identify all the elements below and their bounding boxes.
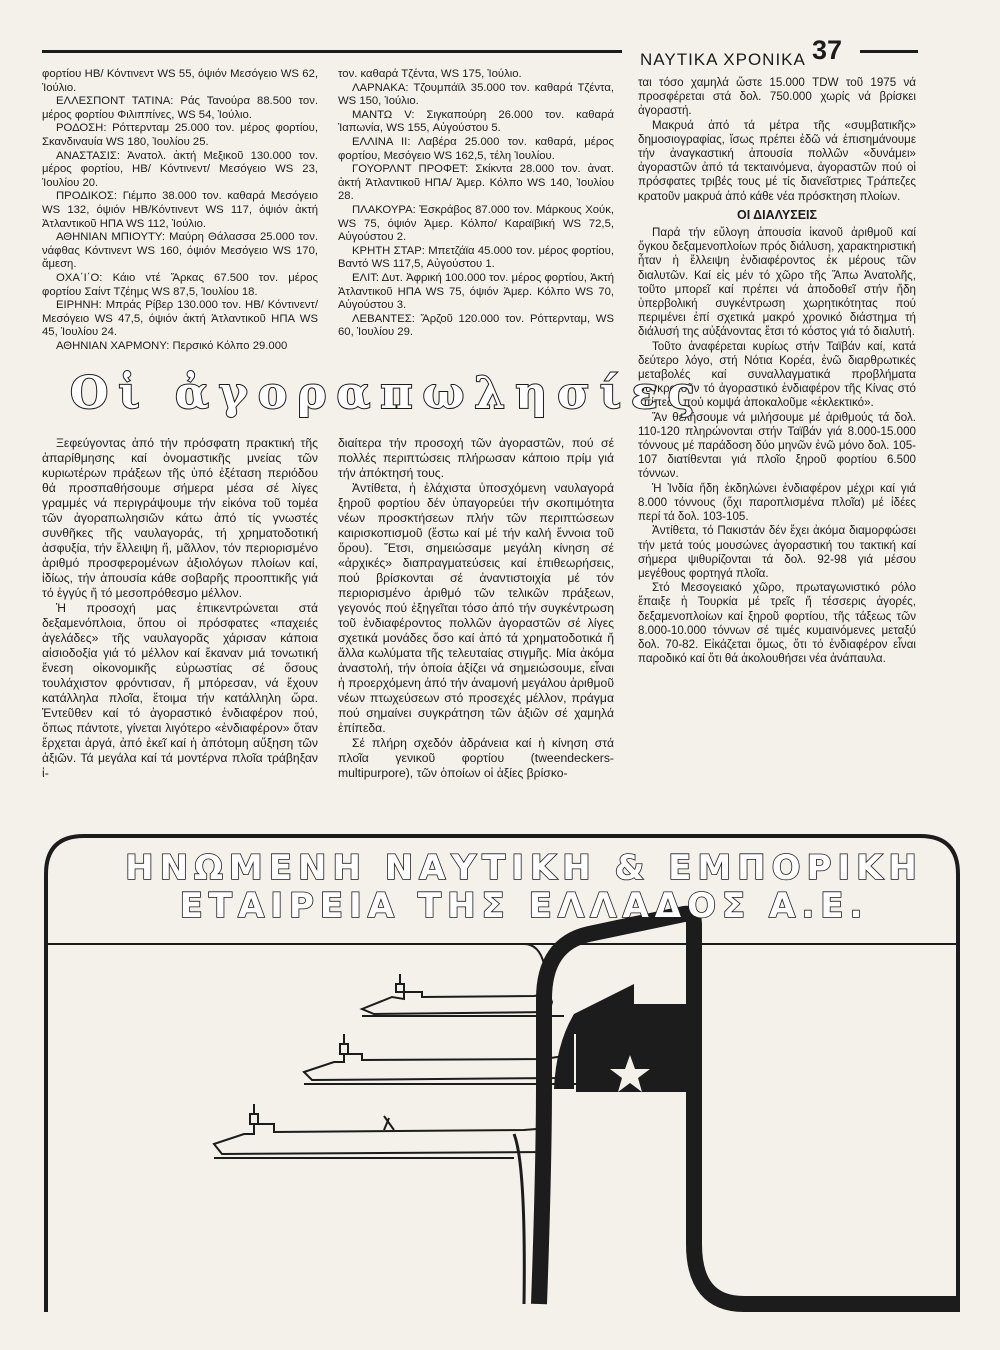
- body-paragraph: Ἄν θελήσουμε νά μιλήσουμε μέ ἀριθμούς τά δολ. 110-120 πληρώνονται στήν Ταϊβάν γιά 8.000-15.000 τόννους μέ παράδοση δύο μηνῶν ἐνῶ μόνο δολ. 105-107 διατίθενται γιά πλοῖο ξηροῦ φορτίου 6.500 τόννων.: [638, 410, 916, 481]
- article-column-left: [42, 436, 318, 781]
- body-paragraph: Ἀντίθετα, ἡ ἐλάχιστα ὑποσχόμενη ναυλαγορά ξηροῦ φορτίου δέν ὑπαγορεύει τήν σκοπιμότητα νέων προσκτήσεων πλήν τῶν περιπτώσεων καιρισκοπισμοῦ (ἔστω καί μέ τήν καλή ἔννοια τοῦ ὅρου). Ἔτσι, σημειώσαμε μεγάλη κίνηση σέ «ἀρχικές» διαπραγματεύσεις καί ἐπιθεωρήσεις, πού βρίσκονται σέ ἀναντιστοιχία μέ τόν περιορισμένο ἀριθμό τῶν τελικῶν πράξεων, γεγονός πού ἐξηγεῖται τόσο ἀπό τήν συγκέντρωση τοῦ ἐνδιαφέροντος πολλῶν ἀγοραστῶν σέ λίγες σχετικά μονάδες ὅσο καί ἀπό τά χρηματοδοτικά ἤ ἄλλα κωλύματα τῆς τελευταίας στιγμῆς. Μία ἀκόμα ἀναστολή, τήν ὁποία ἀξίζει νά σημειώσουμε, εἶναι ἡ προερχόμενη ἀπό τήν ἀναμονή μεγάλου ἀριθμοῦ νέων πτωχεύσεων στό προσεχές μέλλον, πράγμα πού σημαίνει συγκράτηση τῶν ἀξιῶν σέ χαμηλά ἐπίπεδα.: [338, 481, 614, 735]
- ship-icon: [362, 974, 564, 1016]
- fixture-entry: ΜΑΝΤΩ V: Σιγκαπούρη 26.000 τον. καθαρά Ἰαπωνία, WS 155, Αὐγούστου 5.: [338, 108, 614, 135]
- body-paragraph: Σέ πλήρη σχεδόν ἀδράνεια καί ἡ κίνηση στά πλοῖα γενικοῦ φορτίου (tweendeckers-multipurpore), τῶν ὁποίων οἱ ἀξίες βρίσκο-: [338, 736, 614, 780]
- body-paragraph: Στό Μεσογειακό χῶρο, πρωταγωνιστικό ρόλο ἔπαιξε ἡ Τουρκία μέ τρεῖς ἤ τέσσερις ἀγορές, δεξαμενοπλοίων καί ξηροῦ φορτίου, τῆς τάξεως τῶν 8.000-10.000 τόννων σέ τιμές κυμαινόμενες μεταξύ δολ. 70-82. Εἰκάζεται ὅμως, ὅτι τό ἐνδιαφέρον εἶναι παροδικό καί ὅτι θά ἀκολουθήσει νέα ἀνάπαυλα.: [638, 581, 916, 666]
- header-rule-right: [860, 50, 918, 53]
- ship-icon: [214, 1104, 549, 1158]
- logo-inner-curve: [514, 1134, 524, 1304]
- company-name-line-1: ΗΝΩΜΕΝΗ ΝΑΥΤΙΚΗ & ΕΜΠΟΡΙΚΗ: [125, 848, 923, 888]
- fixture-entry: φορτίου ΗΒ/ Κόντινεντ WS 55, όψιόν Μεσόγειο WS 62, Ἰούλιο.: [42, 68, 318, 94]
- magazine-title: ΝΑΥΤΙΚΑ ΧΡΟΝΙΚΑ: [640, 50, 806, 69]
- body-paragraph: Ξεφεύγοντας ἀπό τήν πρόσφατη πρακτική τῆς ἀπαρίθμησης καί ὀνομαστικῆς μνείας τῶν κυριωτέρων πράξεων τῆς ὑπό ἐξέταση περιόδου θά προσπαθήσουμε σήμερα μέσα σέ λίγες γραμμές νά περιγράψουμε τήν εἰκόνα τοῦ τομέα τῶν ἀγοραπωλησιῶν κάτω ἀπό τίς γνωστές συνθῆκες τῆς ναυλαγοράς, τή χρηματοδοτική ἀσφυξία, τήν ἔλλειψη ἤ, μᾶλλον, τόν περιορισμένο ἀριθμό προσφερομένων ἀξιολόγων πλοίων καί, ἰδίως, τήν ἀπουσία κάθε σοβαρῆς προοπτικῆς γιά τό ἐγγύς ἤ τό μεσοπρόθεσμο μέλλον.: [42, 436, 318, 600]
- header-rule-left: [42, 50, 622, 53]
- fixture-entry: ΛΑΡΝΑΚΑ: Τζουμπάϊλ 35.000 τον. καθαρά Τζέντα, WS 150, Ἰούλιο.: [338, 81, 614, 108]
- article-title: Οἱ ἀγοραπωλησίες: [70, 368, 705, 419]
- article-column-middle: [338, 436, 614, 781]
- body-paragraph: Μακρυά ἀπό τά μέτρα τῆς «συμβατικῆς» δημοσιογραφίας, ἴσως πρέπει ἐδῶ νά ἐπισημάνουμε τήν ἀναγκαστική ἀπουσία πολλῶν «δυνάμει» ἀγοραστῶν ἀπό τά τεκταινόμενα, ἀγοραστῶν πού οἱ πρόσφατες τριβές τους μέ τίς διανεῖστριες Τράπεζες κρατοῦν μακρυά ἀπό κάθε νέα πρόσκτηση πλοίων.: [638, 118, 916, 203]
- company-name-line-2: ΕΤΑΙΡΕΙΑ ΤΗΣ ΕΛΛΑΔΟΣ Α.Ε.: [179, 886, 869, 926]
- flag-panel: [604, 1004, 686, 1034]
- body-paragraph: Παρά τήν εὔλογη ἀπουσία ἱκανοῦ ἀριθμοῦ καί ὄγκου δεξαμενοπλοίων πρός διάλυση, χαρακτηριστική ἦταν ἡ ἔλλειψη ἐνδιαφέροντος ἐκ μέρους τῶν διαλυτῶν. Καί εἰς μέν τό χῶρο τῆς Ἄπω Ἀνατολῆς, τοῦτο μπορεῖ καί πρέπει νά ἀποδοθεῖ στήν ἤδη ὑπερβολική συγκέντρωση χωρητικότητας πού περιμένει ἐπί σχετικά μακρό χρονικό διάστημα τή διάλυσή της αὐξάνοντας ἔτσι τό κόστος γιά τό διαλυτή.: [638, 226, 916, 339]
- fixture-entry: ΑΝΑΣΤΑΣΙΣ: Ἀνατολ. ἀκτή Μεξικοῦ 130.000 τον. μέρος φορτίου, ΗΒ/ Κόντινεντ/ Μεσόγειο WS 23, Ἰουλίου 20.: [42, 149, 318, 189]
- fixture-entry: ΕΛΛΕΣΠΟΝΤ ΤΑΤΙΝΑ: Ράς Τανούρα 88.500 τον. μέρος φορτίου Φιλιππίνες, WS 54, Ἰούλιο.: [42, 95, 318, 121]
- fixtures-column-left: [42, 68, 318, 353]
- body-paragraph: Τοῦτο ἀναφέρεται κυρίως στήν Ταϊβάν καί, κατά δεύτερο λόγο, στή Νότια Κορέα, ἐνῶ διαρθρωτικές μεταβολές καί συναλλαγματικά προβλήματα συγκρατοῦν τό ἀγοραστικό ἐνδιαφέρον τῆς Κίνας στό ἐπίπεδο πού κομψά ἀποκαλοῦμε «ἐκλεκτικό».: [638, 339, 916, 410]
- fixture-entry: ΕΛΙΤ: Δυτ. Ἀφρική 100.000 τον. μέρος φορτίου, Ἀκτή Ἀτλαντικοῦ ΗΠΑ WS 75, όψιόν Ἀμερ. Κόλπο WS 70, Αὐγούστου 3.: [338, 271, 614, 312]
- fixture-entry: ΚΡΗΤΗ ΣΤΑΡ: Μπετζάϊα 45.000 τον. μέρος φορτίου, Βαντό WS 117,5, Αὐγούστου 1.: [338, 244, 614, 271]
- fixture-entry: ΑΘΗΝΙΑΝ ΜΠΙΟΥΤΥ: Μαύρη Θάλασσα 25.000 τον. νάφθας Κόντινεντ WS 160, όψιόν Μεσόγειο WS 170, ἄμεση.: [42, 231, 318, 271]
- logo-frame: [539, 914, 958, 1304]
- fixture-entry: ΠΛΑΚΟΥΡΑ: Ἐσκράβος 87.000 τον. Μάρκους Χούκ, WS 75, όψιόν Ἀμερ. Κόλπο/ Καραϊβική WS 72,5, Αὐγούστου 2.: [338, 203, 614, 244]
- fixture-entry: ΛΕΒΑΝΤΕΣ: Ἄρζοῦ 120.000 τον. Ρόττερνταμ, WS 60, Ἰουλίου 29.: [338, 312, 614, 339]
- fixtures-column-middle: [338, 68, 614, 340]
- page-number: 37: [812, 35, 843, 65]
- fixture-entry: ΠΡΟΔΙΚΟΣ: Γιέμπο 38.000 τον. καθαρά Μεσόγειο WS 132, όψιόν ΗΒ/Κόντινεντ WS 117, όψιόν ἀκτή Ἀτλαντικοῦ ΗΠΑ WS 112, Ἰούλιο.: [42, 190, 318, 230]
- fixture-entry: ΡΟΔΟΣΗ: Ρόττερνταμ 25.000 τον. μέρος φορτίου, Σκανδιναυία WS 180, Ἰουλίου 25.: [42, 122, 318, 148]
- fixture-entry: τον. καθαρά Τζέντα, WS 175, Ἰούλιο.: [338, 68, 522, 80]
- company-advertisement: [44, 834, 960, 1314]
- fixture-entry: ΟΧΑ΄Ι΄Ο: Κάιο ντέ Ἄρκας 67.500 τον. μέρος φορτίου Σαίντ Τζέημς WS 87,5, Ἰουλίου 18.: [42, 271, 318, 298]
- section-subheading: ΟΙ ΔΙΑΛΥΣΕΙΣ: [736, 207, 818, 222]
- fixture-entry: ΕΙΡΗΝΗ: Μπράς Ρίβερ 130.000 τον. ΗΒ/ Κόντινεντ/ Μεσόγειο WS 47,5, όψιόν ἀκτή Ἀτλαντικοῦ ΗΠΑ WS 45, Ἰουλίου 24.: [42, 299, 318, 339]
- fixture-entry: ΕΛΛΙΝΑ ΙΙ: Λαβέρα 25.000 τον. καθαρά, μέρος φορτίου, Μεσόγειο WS 162,5, τέλη Ἰουλίου.: [338, 135, 614, 162]
- body-paragraph: Ἀντίθετα, τό Πακιστάν δέν ἔχει ἀκόμα διαμορφώσει τήν μετά τούς μουσώνες ἀγοραστική του τακτική καί σήμερα ψιθυρίζονται τά δολ. 92-98 γιά μέσου μεγέθους φορτηγά πλοῖα.: [638, 524, 916, 580]
- logo-sweep: [46, 944, 544, 964]
- body-paragraph: διαίτερα τήν προσοχή τῶν ἀγοραστῶν, πού σέ πολλές περιπτώσεις πλήρωσαν κάποιο πρίμ γιά τήν ἀπόκτησή τους.: [338, 436, 614, 480]
- body-paragraph: ται τόσο χαμηλά ὥστε 15.000 TDW τοῦ 1975 νά προσφέρεται στά δολ. 750.000 χωρίς νά βρίσκει ἀγοραστή.: [638, 76, 916, 118]
- fixture-entry: ΑΘΗΝΙΑΝ ΧΑΡΜΟΝΥ: Περσικό Κόλπο 29.000: [56, 339, 288, 352]
- body-paragraph: Ἡ Ἰνδία ἤδη ἐκδηλώνει ἐνδιαφέρον μέχρι καί γιά 8.000 τόννους (ὄχι παροπλισμένα πλοῖα) μέ ἰδέες περί τά δολ. 103-105.: [638, 481, 916, 524]
- fixture-entry: ΓΟΥΟΡΛΝΤ ΠΡΟΦΕΤ: Σκίκντα 28.000 τον. ἀνατ. ἀκτή Ἀτλαντικοῦ ΗΠΑ/ Ἀμερ. Κόλπο WS 140, Ἰουλίου 28.: [338, 163, 614, 203]
- body-paragraph: Ἡ προσοχή μας ἐπικεντρώνεται στά δεξαμενόπλοια, ὅπου οἱ πρόσφατες «παχειές ἀγελάδες» τῆς ναυλαγορᾶς χάρισαν κάποια αἰσιοδοξία γιά τό μέλλον καί ἔκαναν μιά τονωτική ἔνεση οἰκονομικῆς εὐρωστίας σέ ὅσους τουλάχιστον φρόντισαν, ἤ μπόρεσαν, νά ἔχουν κατάλληλα πλοῖα, ἕτοιμα τήν κατάλληλη ὥρα. Ἐντεῦθεν καί τό ἀγοραστικό ἐνδιαφέρον πού, ὅπως πάντοτε, γίνεται λιγότερο «ἐνδιαφέρον» ὅταν ἔρχεται ἀργά, ἀπό ἐκεῖ καί ἡ ἀπότομη αὔξηση τῶν ἀξιῶν. Τά μεγάλα καί τά μοντέρνα πλοῖα τράβηξαν ἰ-: [42, 601, 318, 780]
